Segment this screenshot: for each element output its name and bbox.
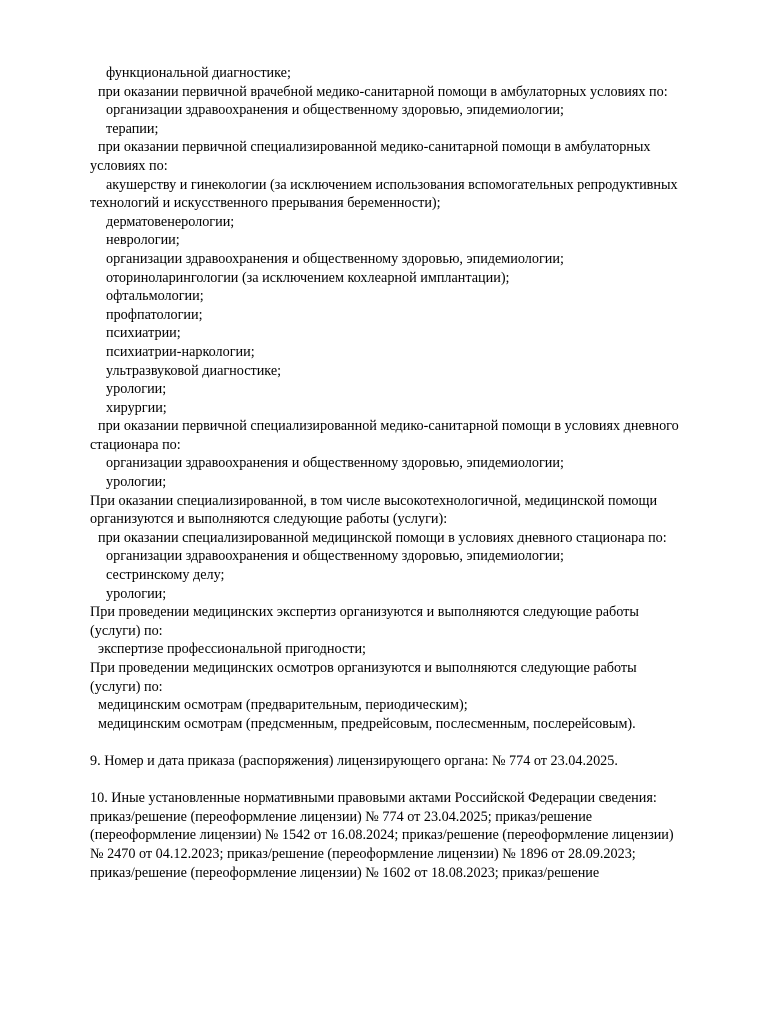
text-line: акушерству и гинекологии (за исключением использования вспомогательных репродуктивных	[106, 176, 678, 193]
text-line: При оказании специализированной, в том числе высокотехнологичной, медицинской помощи	[90, 492, 658, 509]
text-line: стационара по:	[90, 436, 181, 453]
paragraph-gap	[90, 771, 730, 790]
text-line: при оказании первичной врачебной медико-санитарной помощи в амбулаторных условиях по:	[98, 83, 668, 100]
text-line: функциональной диагностике;	[106, 65, 291, 81]
document-body	[90, 64, 730, 882]
section-10-line: № 2470 от 04.12.2023; приказ/решение (переоформление лицензии) № 1896 от 28.09.2023;	[90, 845, 636, 862]
text-line: (услуги) по:	[90, 678, 163, 695]
text-line: при оказании специализированной медицинской помощи в условиях дневного стационара по:	[98, 529, 667, 546]
text-line: (услуги) по:	[90, 622, 163, 639]
paragraph-gap	[90, 733, 730, 752]
text-line: урологии;	[106, 474, 167, 491]
text-line: технологий и искусственного прерывания беременности);	[90, 195, 441, 212]
text-line: терапии;	[106, 120, 159, 137]
text-line: при оказании первичной специализированной медико-санитарной помощи в условиях дневного	[98, 418, 679, 435]
section-10-line: приказ/решение (переоформление лицензии) № 1602 от 18.08.2023; приказ/решение	[90, 864, 600, 881]
section-10-line: приказ/решение (переоформление лицензии) № 774 от 23.04.2025; приказ/решение	[90, 808, 593, 825]
text-line: психиатрии-наркологии;	[106, 343, 255, 360]
text-line: оториноларингологии (за исключением кохлеарной имплантации);	[106, 269, 510, 286]
text-line: сестринскому делу;	[106, 567, 225, 584]
text-line: организации здравоохранения и общественному здоровью, эпидемиологии;	[106, 455, 564, 472]
section-10-line: 10. Иные установленные нормативными правовыми актами Российской Федерации сведения:	[90, 790, 657, 807]
text-line: неврологии;	[106, 232, 180, 249]
text-line: организуются и выполняются следующие работы (услуги):	[90, 511, 448, 528]
text-line: При проведении медицинских осмотров организуются и выполняются следующие работы	[90, 660, 637, 676]
text-line: экспертизе профессиональной пригодности;	[98, 641, 366, 658]
text-line: организации здравоохранения и общественному здоровью, эпидемиологии;	[106, 102, 564, 119]
text-line: медицинским осмотрам (предсменным, предрейсовым, послесменным, послерейсовым).	[98, 715, 636, 732]
text-line: хирургии;	[106, 399, 167, 416]
text-line: профпатологии;	[106, 306, 203, 323]
text-line: при оказании первичной специализированной медико-санитарной помощи в амбулаторных	[98, 139, 651, 156]
text-line: дерматовенерологии;	[106, 213, 235, 230]
text-line: При проведении медицинских экспертиз организуются и выполняются следующие работы	[90, 604, 639, 621]
text-line: ультразвуковой диагностике;	[106, 362, 282, 379]
text-line: условиях по:	[90, 157, 168, 174]
text-line: организации здравоохранения и общественному здоровью, эпидемиологии;	[106, 250, 564, 267]
text-line: психиатрии;	[106, 325, 181, 342]
text-line: урологии;	[106, 381, 167, 398]
section-9-text: 9. Номер и дата приказа (распоряжения) лицензирующего органа: № 774 от 23.04.2025.	[90, 752, 618, 769]
text-line: медицинским осмотрам (предварительным, периодическим);	[98, 697, 468, 714]
text-line: офтальмологии;	[106, 288, 204, 305]
text-line: урологии;	[106, 585, 167, 602]
text-line: организации здравоохранения и общественному здоровью, эпидемиологии;	[106, 548, 564, 565]
section-10-line: (переоформление лицензии) № 1542 от 16.08.2024; приказ/решение (переоформление лицензии)	[90, 827, 674, 844]
